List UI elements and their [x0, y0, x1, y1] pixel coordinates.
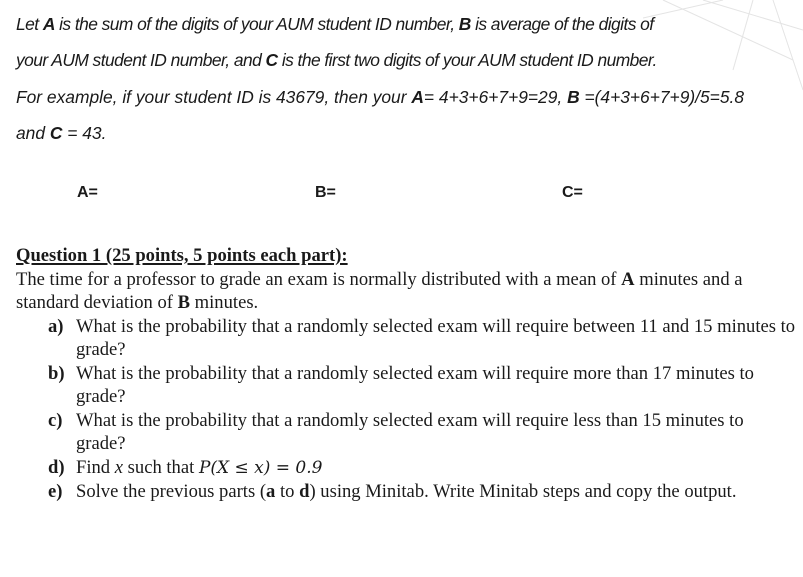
- part-text: Solve the previous parts (a to d) using Minitab. Write Minitab steps and copy the output.: [76, 481, 737, 502]
- c-field-label: C=: [562, 184, 583, 201]
- part-e: [16, 480, 796, 504]
- part-text: What is the probability that a randomly selected exam will require between 11 and 15 minutes to grade?: [76, 315, 796, 360]
- intro-line-1: Let A is the sum of the digits of your AUM student ID number, B is average of the digits of: [16, 14, 654, 34]
- part-a: [16, 315, 796, 362]
- part-label: d): [48, 456, 65, 478]
- intro-line-3: For example, if your student ID is 43679, then your A= 4+3+6+7+9=29, B =(4+3+6+7+9)/5=5.8: [16, 86, 745, 107]
- intro-line-2: your AUM student ID number, and C is the first two digits of your AUM student ID number.: [16, 50, 657, 71]
- part-text: Find x such that P(X ≤ x) = 0.9: [76, 456, 323, 478]
- part-d: [16, 456, 796, 481]
- a-field-label: A=: [77, 184, 98, 201]
- question-parts: [16, 315, 796, 504]
- part-text: What is the probability that a randomly selected exam will require less than 15 minutes to grade?: [76, 409, 744, 454]
- question-heading: Question 1 (25 points, 5 points each part):: [16, 245, 348, 266]
- b-field-label: B=: [315, 184, 336, 201]
- part-b: [16, 362, 796, 409]
- question-text: The time for a professor to grade an exam is normally distributed with a mean of A minutes and a standard deviation of B minutes.: [16, 268, 743, 313]
- part-label: c): [48, 409, 63, 431]
- part-c: [16, 409, 796, 456]
- part-label: e): [48, 481, 63, 502]
- part-text: What is the probability that a randomly selected exam will require more than 17 minutes to grade?: [76, 362, 754, 407]
- part-label: a): [48, 315, 64, 337]
- probability-expression: P(X ≤ x) = 0.9: [198, 457, 323, 478]
- question-1: [16, 244, 796, 504]
- part-label: b): [48, 362, 65, 384]
- intro-paragraph: [16, 6, 796, 151]
- intro-line-4: and C = 43.: [16, 122, 107, 143]
